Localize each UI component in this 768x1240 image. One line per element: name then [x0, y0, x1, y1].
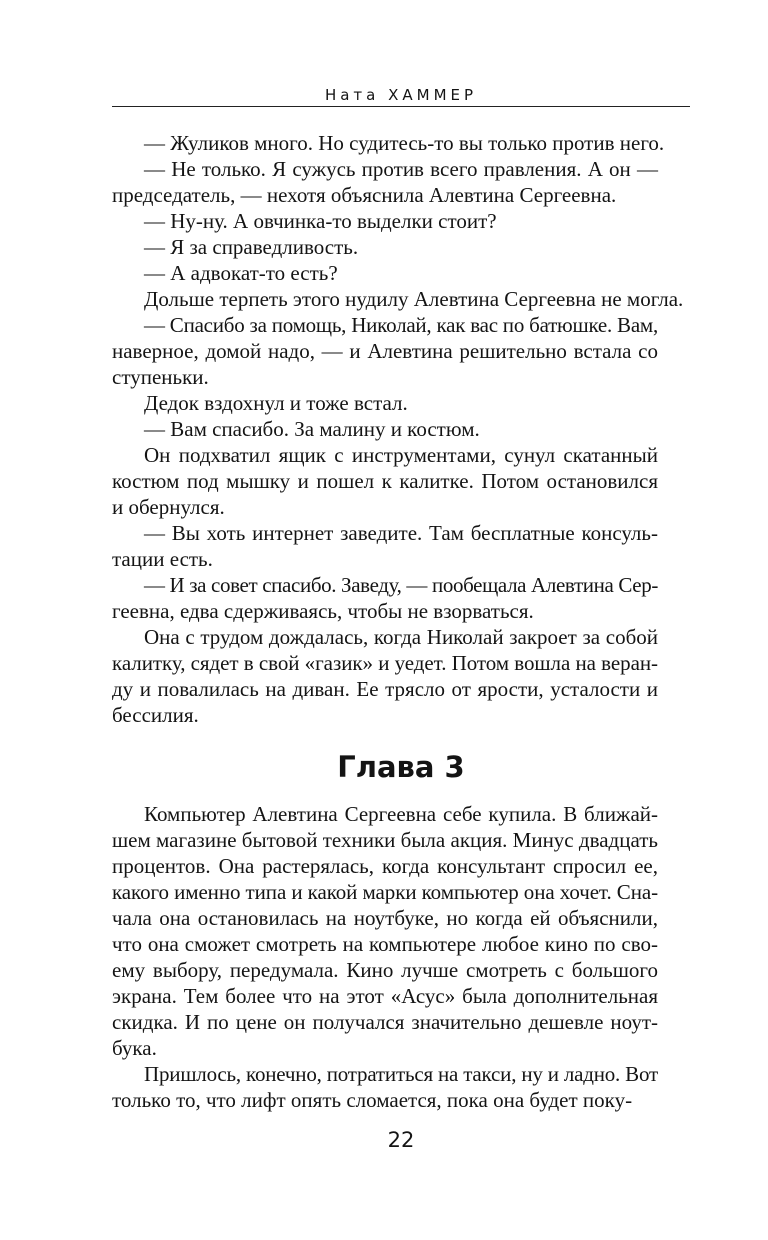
text-line: наверное, домой надо, — и Алевтина решительно встала со [112, 339, 658, 363]
text-line: Он подхватил ящик с инструментами, сунул скатанный [144, 443, 658, 467]
text-line: чала она остановилась на ноутбуке, но когда ей объяснили, [112, 906, 658, 930]
paragraph [112, 312, 690, 390]
text-line: Дольше терпеть этого нудилу Алевтина Сергеевна не могла. [144, 287, 684, 311]
text-line: процентов. Она растерялась, когда консультант спросил ее, [112, 854, 658, 878]
text-line: — Спасибо за помощь, Николай, как вас по батюшке. Вам, [144, 313, 658, 337]
text-line: — А адвокат-то есть? [144, 261, 338, 285]
chapter-heading: Глава 3 [337, 750, 465, 784]
header-rule [112, 106, 690, 107]
text-line: — Я за справедливость. [144, 235, 359, 259]
text-line: ему выбору, передумала. Кино лучше смотреть с большого [112, 958, 658, 982]
paragraph [112, 156, 690, 208]
body-text-bottom [112, 801, 690, 1113]
text-line: ступеньки. [112, 365, 209, 389]
text-line: бессилия. [112, 703, 199, 727]
text-line: — Вам спасибо. За малину и костюм. [144, 417, 480, 441]
text-line: калитку, сядет в свой «газик» и уедет. Потом вошла на веран- [112, 651, 658, 675]
text-line: бука. [112, 1036, 157, 1060]
text-line: и обернулся. [112, 495, 225, 519]
paragraph [112, 130, 690, 156]
paragraph [112, 208, 690, 234]
text-line: — Жуликов много. Но судитесь-то вы только против него. [144, 131, 665, 155]
text-line: какого именно типа и какой марки компьютер она хочет. Сна- [112, 880, 658, 904]
paragraph [112, 442, 690, 520]
page-number: 22 [387, 1128, 415, 1152]
paragraph [112, 390, 690, 416]
text-line: — Не только. Я сужусь против всего правления. А он — [144, 157, 658, 181]
paragraph [112, 260, 690, 286]
text-line: что она сможет смотреть на компьютере любое кино по сво- [112, 932, 658, 956]
text-line: тации есть. [112, 547, 213, 571]
text-line: скидка. И по цене он получался значительно дешевле ноут- [112, 1010, 658, 1034]
text-line: Пришлось, конечно, потратиться на такси, ну и ладно. Вот [144, 1062, 658, 1086]
text-line: председатель, — нехотя объяснила Алевтина Сергеевна. [112, 183, 617, 207]
body-text-top [112, 130, 690, 728]
text-line: — И за совет спасибо. Заведу, — пообещала Алевтина Сер- [144, 573, 658, 597]
text-line: — Ну-ну. А овчинка-то выделки стоит? [144, 209, 497, 233]
text-line: Компьютер Алевтина Сергеевна себе купила. В ближай- [144, 802, 658, 826]
paragraph [112, 234, 690, 260]
text-line: Она с трудом дождалась, когда Николай закроет за собой [144, 625, 658, 649]
paragraph [112, 1061, 690, 1113]
paragraph [112, 520, 690, 572]
text-line: геевна, едва сдерживаясь, чтобы не взорваться. [112, 599, 534, 623]
paragraph [112, 801, 690, 1061]
text-line: только то, что лифт опять сломается, пока она будет поку- [112, 1088, 633, 1112]
text-line: Дедок вздохнул и тоже встал. [144, 391, 408, 415]
paragraph [112, 624, 690, 728]
paragraph [112, 286, 690, 312]
text-line: ду и повалилась на диван. Ее трясло от ярости, усталости и [112, 677, 658, 701]
text-line: костюм под мышку и пошел к калитке. Потом остановился [112, 469, 658, 493]
text-line: — Вы хоть интернет заведите. Там бесплатные консуль- [144, 521, 658, 545]
text-line: экрана. Тем более что на этот «Асус» была дополнительная [112, 984, 658, 1008]
paragraph [112, 416, 690, 442]
text-line: шем магазине бытовой техники была акция. Минус двадцать [112, 828, 658, 852]
running-header: Ната ХАММЕР [324, 86, 478, 104]
paragraph [112, 572, 690, 624]
